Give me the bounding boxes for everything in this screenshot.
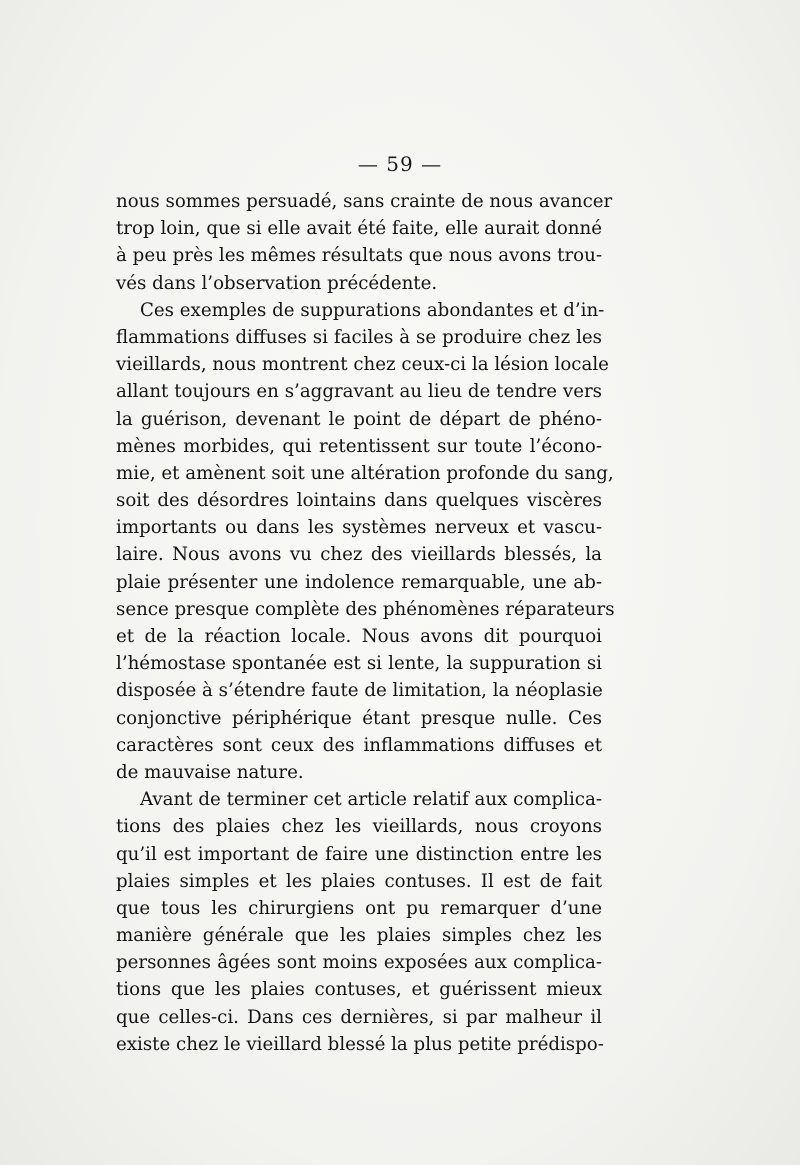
text-line: tions des plaies chez les vieillards, nous croyons — [116, 816, 602, 838]
text-line: mènes morbides, qui retentissent sur toute l’écono- — [116, 435, 602, 457]
text-line: allant toujours en s’aggravant au lieu de tendre vers — [116, 381, 602, 403]
text-line: plaie présenter une indolence remarquable, une ab- — [116, 571, 602, 593]
text-line: sence presque complète des phénomènes réparateurs — [116, 598, 615, 620]
text-line: à peu près les mêmes résultats que nous avons trou- — [116, 245, 602, 267]
text-line: Avant de terminer cet article relatif aux complica- — [140, 789, 602, 811]
text-line: soit des désordres lointains dans quelques viscères — [116, 490, 602, 512]
text-line: l’hémostase spontanée est si lente, la suppuration si — [116, 653, 602, 675]
text-line: manière générale que les plaies simples chez les — [116, 925, 602, 947]
text-line: disposée à s’étendre faute de limitation, la néoplasie — [116, 680, 603, 702]
text-line: nous sommes persuadé, sans crainte de nous avancer — [116, 191, 613, 212]
body-text — [116, 188, 615, 1058]
text-line: plaies simples et les plaies contuses. Il est de fait — [116, 870, 602, 892]
text-line: Ces exemples de suppurations abondantes et d’in- — [140, 299, 605, 321]
text-line: trop loin, que si elle avait été faite, elle aurait donné — [116, 218, 602, 240]
text-line: importants ou dans les systèmes nerveux et vascu- — [116, 517, 602, 539]
text-line: conjonctive périphérique étant presque nulle. Ces — [116, 707, 602, 729]
text-line: mie, et amènent soit une altération profonde du sang, — [116, 462, 614, 484]
text-line: laire. Nous avons vu chez des vieillards blessés, la — [116, 544, 602, 566]
text-line: que tous les chirurgiens ont pu remarquer d’une — [116, 897, 602, 919]
text-line: flammations diffuses si faciles à se produire chez les — [116, 326, 602, 348]
text-line: la guérison, devenant le point de départ de phéno- — [116, 408, 602, 430]
text-line: personnes âgées sont moins exposées aux complica- — [116, 952, 602, 974]
text-line: existe chez le vieillard blessé la plus petite prédispo- — [116, 1033, 604, 1055]
text-line: et de la réaction locale. Nous avons dit pourquoi — [116, 626, 602, 647]
text-line: vés dans l’observation précédente. — [116, 272, 438, 294]
text-line: caractères sont ceux des inflammations diffuses et — [116, 734, 602, 756]
page-number: — 59 — — [357, 152, 443, 176]
text-line: de mauvaise nature. — [116, 761, 304, 783]
text-line: vieillards, nous montrent chez ceux-ci la lésion locale — [116, 354, 609, 376]
text-line: que celles-ci. Dans ces dernières, si par malheur il — [116, 1006, 602, 1028]
text-line: qu’il est important de faire une distinction entre les — [116, 843, 602, 865]
text-line: tions que les plaies contuses, et guérissent mieux — [116, 979, 602, 1001]
